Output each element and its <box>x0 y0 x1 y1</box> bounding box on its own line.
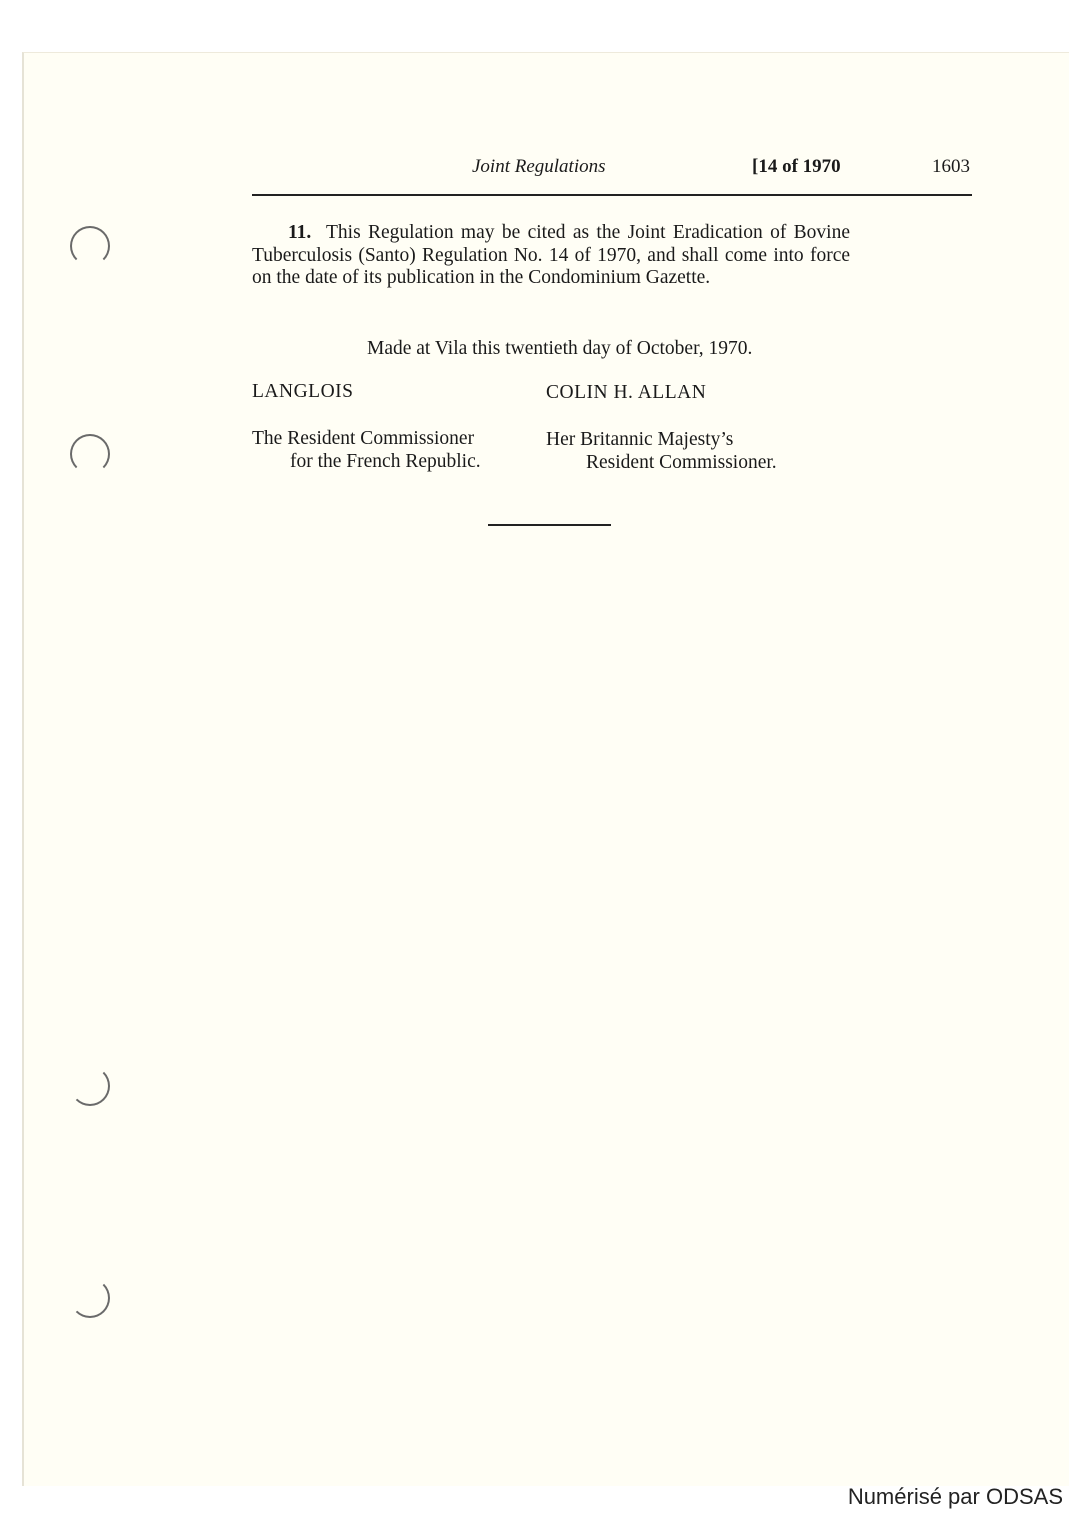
signatory-right-title-line2: Resident Commissioner. <box>586 452 777 473</box>
signatory-left-title-line2: for the French Republic. <box>290 451 481 472</box>
running-head <box>0 156 1075 182</box>
signatory-left-title-line1: The Resident Commissioner <box>252 428 475 449</box>
punch-hole-4 <box>70 1278 110 1318</box>
header-rule <box>252 194 972 196</box>
signatory-left-name: LANGLOIS <box>252 381 354 402</box>
running-head-reference: [14 of 1970 <box>752 156 841 177</box>
signatory-right-name: COLIN H. ALLAN <box>546 382 707 403</box>
section-text: This Regulation may be cited as the Joint Eradication of Bovine Tuberculosis (Santo) Regulation No. 14 of 1970, and shall come into force on the date of its publication in the Condominium Gazette. <box>252 222 850 288</box>
running-head-title: Joint Regulations <box>472 156 606 177</box>
signatory-left-title <box>252 427 481 473</box>
made-at-line: Made at Vila this twentieth day of October, 1970. <box>367 338 753 359</box>
punch-hole-1 <box>70 226 110 266</box>
page-number: 1603 <box>932 156 970 177</box>
signatory-right-title-line1: Her Britannic Majesty’s <box>546 429 734 450</box>
signatory-right-title <box>546 428 777 474</box>
punch-hole-3 <box>70 1066 110 1106</box>
punch-hole-2 <box>70 434 110 474</box>
section-paragraph <box>252 222 850 290</box>
end-rule <box>488 524 611 526</box>
digitization-watermark: Numérisé par ODSAS <box>847 1484 1063 1509</box>
section-number: 11. <box>288 222 312 243</box>
